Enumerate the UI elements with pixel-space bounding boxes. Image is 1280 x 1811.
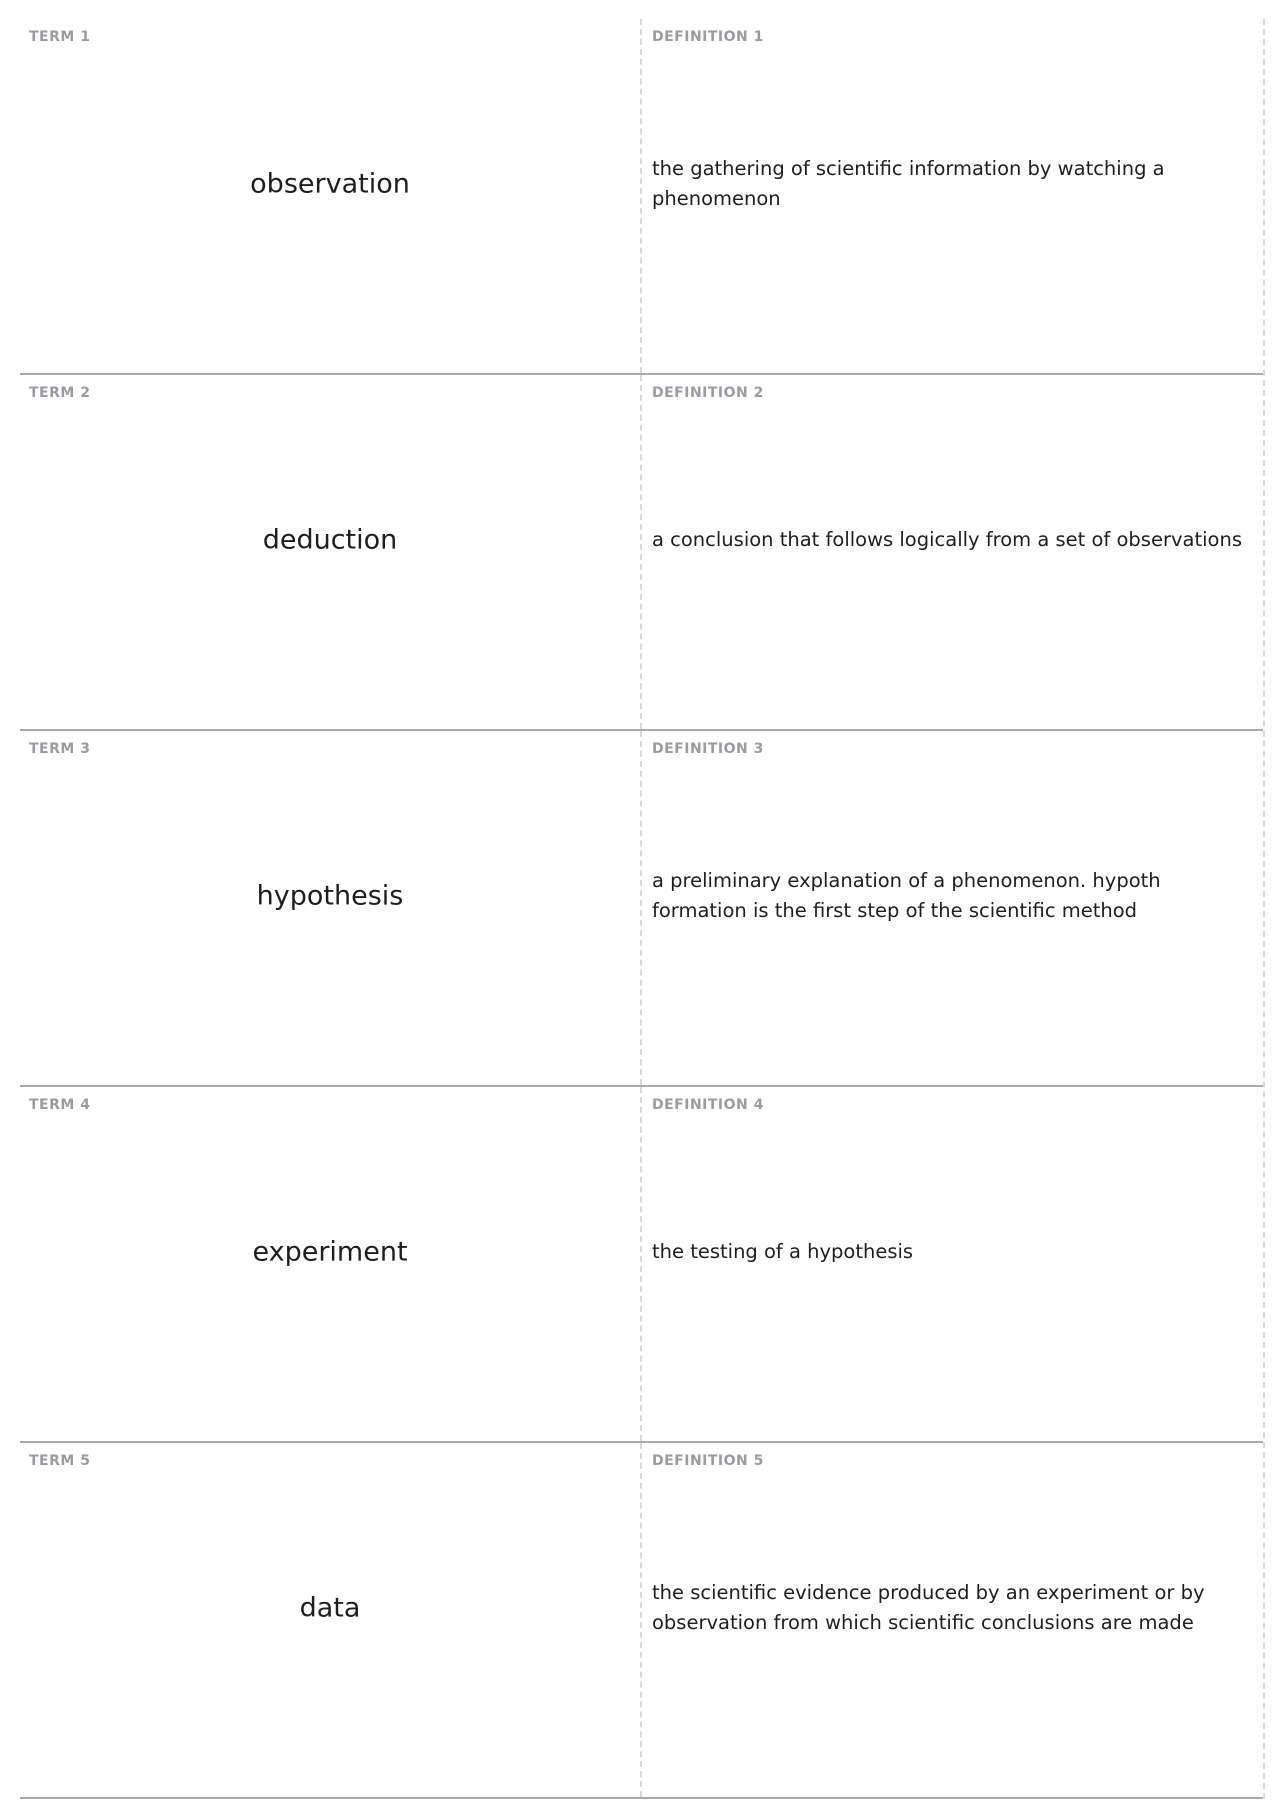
definition-text: the gathering of scientific information by watching a phenomenon (652, 157, 1165, 210)
definition-label: DEFINITION 4 (652, 1097, 764, 1113)
flashcard-sheet (20, 19, 1265, 1799)
term-label: TERM 5 (29, 1453, 91, 1469)
term-cell (20, 375, 642, 729)
definition-cell (642, 1087, 1263, 1441)
definition-cell (642, 731, 1263, 1085)
card-row (20, 1087, 1263, 1443)
definition-label: DEFINITION 3 (652, 741, 764, 757)
definition-text: a conclusion that follows logically from a set of observations (652, 528, 1242, 551)
term-text: data (299, 1592, 361, 1624)
term-cell (20, 19, 642, 373)
term-text: experiment (252, 1236, 408, 1268)
definition-cell (642, 375, 1263, 729)
definition-cell (642, 1443, 1263, 1797)
definition-text: the testing of a hypothesis (652, 1240, 914, 1263)
card-row (20, 19, 1263, 375)
term-cell (20, 1087, 642, 1441)
term-text: hypothesis (256, 880, 404, 912)
term-cell (20, 1443, 642, 1797)
definition-label: DEFINITION 5 (652, 1453, 764, 1469)
term-label: TERM 2 (29, 385, 91, 401)
card-row (20, 1443, 1263, 1799)
term-cell (20, 731, 642, 1085)
definition-label: DEFINITION 2 (652, 385, 764, 401)
definition-text: the scientific evidence produced by an experiment or by observation from which scientific conclusions are made (652, 1581, 1205, 1634)
card-row (20, 375, 1263, 731)
card-row (20, 731, 1263, 1087)
term-label: TERM 3 (29, 741, 91, 757)
term-text: deduction (262, 524, 398, 556)
term-text: observation (250, 168, 410, 200)
definition-cell (642, 19, 1263, 373)
definition-text: a preliminary explanation of a phenomenon. hypoth formation is the first step of the scientific method (652, 869, 1161, 922)
term-label: TERM 4 (29, 1097, 91, 1113)
term-label: TERM 1 (29, 29, 91, 45)
definition-label: DEFINITION 1 (652, 29, 764, 45)
